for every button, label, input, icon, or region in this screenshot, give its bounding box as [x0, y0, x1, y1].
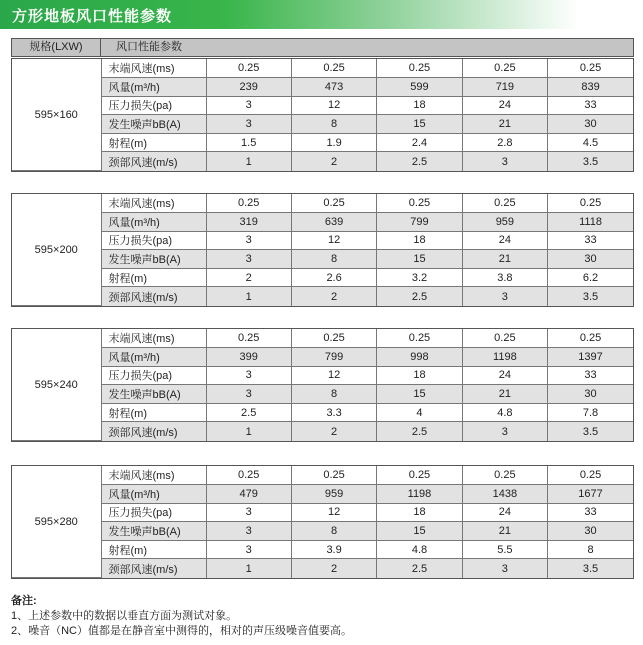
value-cell: 15	[377, 522, 462, 541]
value-cell: 399	[206, 348, 291, 367]
row-label: 风量(m³/h)	[101, 78, 206, 97]
value-cell: 1677	[548, 485, 633, 504]
value-cell: 24	[462, 96, 547, 115]
value-cell: 4.5	[548, 133, 633, 152]
value-cell: 15	[377, 385, 462, 404]
value-cell: 30	[548, 522, 633, 541]
value-cell: 3.5	[548, 152, 633, 171]
value-cell: 12	[291, 231, 376, 250]
value-cell: 0.25	[206, 59, 291, 78]
size-cell: 595×200	[12, 194, 101, 306]
value-cell: 12	[291, 96, 376, 115]
value-cell: 1438	[462, 485, 547, 504]
row-label: 射程(m)	[101, 268, 206, 287]
value-cell: 3.5	[548, 559, 633, 578]
table-row	[12, 59, 633, 78]
value-cell: 5.5	[462, 540, 547, 559]
value-cell: 2	[291, 559, 376, 578]
value-cell: 12	[291, 503, 376, 522]
value-cell: 21	[462, 115, 547, 134]
value-cell: 8	[291, 115, 376, 134]
value-cell: 0.25	[291, 329, 376, 348]
spec-table	[12, 59, 633, 171]
value-cell: 2	[291, 152, 376, 171]
value-cell: 0.25	[462, 194, 547, 213]
value-cell: 639	[291, 213, 376, 232]
value-cell: 3.2	[377, 268, 462, 287]
value-cell: 3	[206, 385, 291, 404]
spec-block	[11, 58, 634, 172]
value-cell: 1	[206, 559, 291, 578]
value-cell: 8	[291, 522, 376, 541]
value-cell: 15	[377, 115, 462, 134]
row-label: 射程(m)	[101, 133, 206, 152]
table-row	[12, 213, 633, 232]
value-cell: 8	[291, 250, 376, 269]
row-label: 末端风速(ms)	[101, 329, 206, 348]
value-cell: 21	[462, 250, 547, 269]
note-line-2: 2、噪音（NC）值都是在静音室中测得的，相对的声压级噪音值要高。	[11, 625, 353, 637]
spec-block	[11, 328, 634, 442]
value-cell: 3.9	[291, 540, 376, 559]
notes	[11, 594, 352, 639]
value-cell: 8	[548, 540, 633, 559]
header-size: 规格(LXW)	[12, 39, 101, 56]
value-cell: 719	[462, 78, 547, 97]
row-label: 射程(m)	[101, 403, 206, 422]
value-cell: 1	[206, 422, 291, 441]
value-cell: 0.25	[291, 59, 376, 78]
value-cell: 3	[206, 366, 291, 385]
value-cell: 4	[377, 403, 462, 422]
value-cell: 0.25	[291, 194, 376, 213]
table-row	[12, 250, 633, 269]
table-row	[12, 78, 633, 97]
value-cell: 1	[206, 287, 291, 306]
value-cell: 6.2	[548, 268, 633, 287]
value-cell: 30	[548, 115, 633, 134]
value-cell: 21	[462, 385, 547, 404]
value-cell: 2.8	[462, 133, 547, 152]
row-label: 颈部风速(m/s)	[101, 559, 206, 578]
value-cell: 0.25	[548, 329, 633, 348]
value-cell: 33	[548, 503, 633, 522]
size-cell: 595×280	[12, 466, 101, 578]
value-cell: 2	[291, 287, 376, 306]
value-cell: 3	[462, 287, 547, 306]
value-cell: 21	[462, 522, 547, 541]
table-row	[12, 194, 633, 213]
value-cell: 2.5	[377, 559, 462, 578]
spec-table	[12, 466, 633, 578]
value-cell: 3	[462, 559, 547, 578]
table-row	[12, 540, 633, 559]
row-label: 风量(m³/h)	[101, 348, 206, 367]
value-cell: 239	[206, 78, 291, 97]
row-label: 末端风速(ms)	[101, 466, 206, 485]
value-cell: 1397	[548, 348, 633, 367]
size-cell: 595×240	[12, 329, 101, 441]
value-cell: 4.8	[377, 540, 462, 559]
value-cell: 0.25	[206, 466, 291, 485]
table-row	[12, 422, 633, 441]
value-cell: 0.25	[548, 194, 633, 213]
value-cell: 8	[291, 385, 376, 404]
value-cell: 998	[377, 348, 462, 367]
value-cell: 18	[377, 96, 462, 115]
value-cell: 7.8	[548, 403, 633, 422]
row-label: 风量(m³/h)	[101, 485, 206, 504]
value-cell: 30	[548, 250, 633, 269]
value-cell: 839	[548, 78, 633, 97]
notes-title: 备注:	[11, 595, 37, 607]
table-row	[12, 287, 633, 306]
table-row	[12, 366, 633, 385]
row-label: 发生噪声bB(A)	[101, 385, 206, 404]
value-cell: 3	[206, 96, 291, 115]
table-row	[12, 133, 633, 152]
row-label: 发生噪声bB(A)	[101, 250, 206, 269]
row-label: 射程(m)	[101, 540, 206, 559]
value-cell: 3.3	[291, 403, 376, 422]
value-cell: 24	[462, 366, 547, 385]
value-cell: 319	[206, 213, 291, 232]
row-label: 压力损失(pa)	[101, 503, 206, 522]
value-cell: 3	[206, 503, 291, 522]
row-label: 风量(m³/h)	[101, 213, 206, 232]
value-cell: 3	[206, 522, 291, 541]
value-cell: 2.5	[206, 403, 291, 422]
value-cell: 18	[377, 231, 462, 250]
value-cell: 1118	[548, 213, 633, 232]
value-cell: 0.25	[206, 329, 291, 348]
table-row	[12, 268, 633, 287]
table-row	[12, 503, 633, 522]
row-label: 压力损失(pa)	[101, 366, 206, 385]
value-cell: 799	[291, 348, 376, 367]
value-cell: 3	[206, 231, 291, 250]
row-label: 压力损失(pa)	[101, 96, 206, 115]
value-cell: 3	[206, 540, 291, 559]
table-row	[12, 466, 633, 485]
table-row	[12, 522, 633, 541]
value-cell: 2.5	[377, 287, 462, 306]
table-row	[12, 485, 633, 504]
table-row	[12, 348, 633, 367]
page-title: 方形地板风口性能参数	[12, 8, 173, 25]
value-cell: 0.25	[377, 466, 462, 485]
size-cell: 595×160	[12, 59, 101, 171]
table-row	[12, 231, 633, 250]
row-label: 发生噪声bB(A)	[101, 115, 206, 134]
value-cell: 0.25	[548, 466, 633, 485]
table-row	[12, 329, 633, 348]
table-row	[12, 385, 633, 404]
value-cell: 4.8	[462, 403, 547, 422]
note-line-1: 1、上述参数中的数据以垂直方面为测试对象。	[11, 610, 238, 622]
table-row	[12, 152, 633, 171]
value-cell: 479	[206, 485, 291, 504]
value-cell: 959	[291, 485, 376, 504]
value-cell: 1198	[462, 348, 547, 367]
value-cell: 24	[462, 503, 547, 522]
value-cell: 0.25	[291, 466, 376, 485]
value-cell: 0.25	[377, 194, 462, 213]
row-label: 发生噪声bB(A)	[101, 522, 206, 541]
value-cell: 3	[206, 250, 291, 269]
value-cell: 2	[291, 422, 376, 441]
value-cell: 0.25	[377, 329, 462, 348]
value-cell: 0.25	[206, 194, 291, 213]
value-cell: 3.8	[462, 268, 547, 287]
value-cell: 0.25	[462, 329, 547, 348]
value-cell: 1.5	[206, 133, 291, 152]
value-cell: 3	[462, 152, 547, 171]
row-label: 颈部风速(m/s)	[101, 287, 206, 306]
table-row	[12, 96, 633, 115]
value-cell: 18	[377, 366, 462, 385]
spec-block	[11, 465, 634, 579]
spec-block	[11, 193, 634, 307]
value-cell: 3	[462, 422, 547, 441]
value-cell: 0.25	[377, 59, 462, 78]
value-cell: 2.4	[377, 133, 462, 152]
value-cell: 959	[462, 213, 547, 232]
row-label: 末端风速(ms)	[101, 194, 206, 213]
value-cell: 2.5	[377, 152, 462, 171]
value-cell: 33	[548, 366, 633, 385]
table-row	[12, 403, 633, 422]
table-header	[11, 38, 634, 57]
value-cell: 799	[377, 213, 462, 232]
value-cell: 12	[291, 366, 376, 385]
row-label: 压力损失(pa)	[101, 231, 206, 250]
value-cell: 0.25	[462, 59, 547, 78]
spec-table	[12, 194, 633, 306]
title-bar	[0, 0, 643, 29]
value-cell: 24	[462, 231, 547, 250]
value-cell: 2.5	[377, 422, 462, 441]
value-cell: 473	[291, 78, 376, 97]
value-cell: 1.9	[291, 133, 376, 152]
header-params: 风口性能参数	[116, 41, 182, 53]
value-cell: 2.6	[291, 268, 376, 287]
value-cell: 0.25	[462, 466, 547, 485]
value-cell: 3	[206, 115, 291, 134]
table-row	[12, 559, 633, 578]
value-cell: 1198	[377, 485, 462, 504]
spec-table	[12, 329, 633, 441]
value-cell: 0.25	[548, 59, 633, 78]
value-cell: 30	[548, 385, 633, 404]
row-label: 颈部风速(m/s)	[101, 152, 206, 171]
value-cell: 33	[548, 96, 633, 115]
row-label: 末端风速(ms)	[101, 59, 206, 78]
value-cell: 15	[377, 250, 462, 269]
value-cell: 2	[206, 268, 291, 287]
value-cell: 33	[548, 231, 633, 250]
table-row	[12, 115, 633, 134]
value-cell: 3.5	[548, 422, 633, 441]
row-label: 颈部风速(m/s)	[101, 422, 206, 441]
value-cell: 599	[377, 78, 462, 97]
value-cell: 1	[206, 152, 291, 171]
value-cell: 3.5	[548, 287, 633, 306]
value-cell: 18	[377, 503, 462, 522]
